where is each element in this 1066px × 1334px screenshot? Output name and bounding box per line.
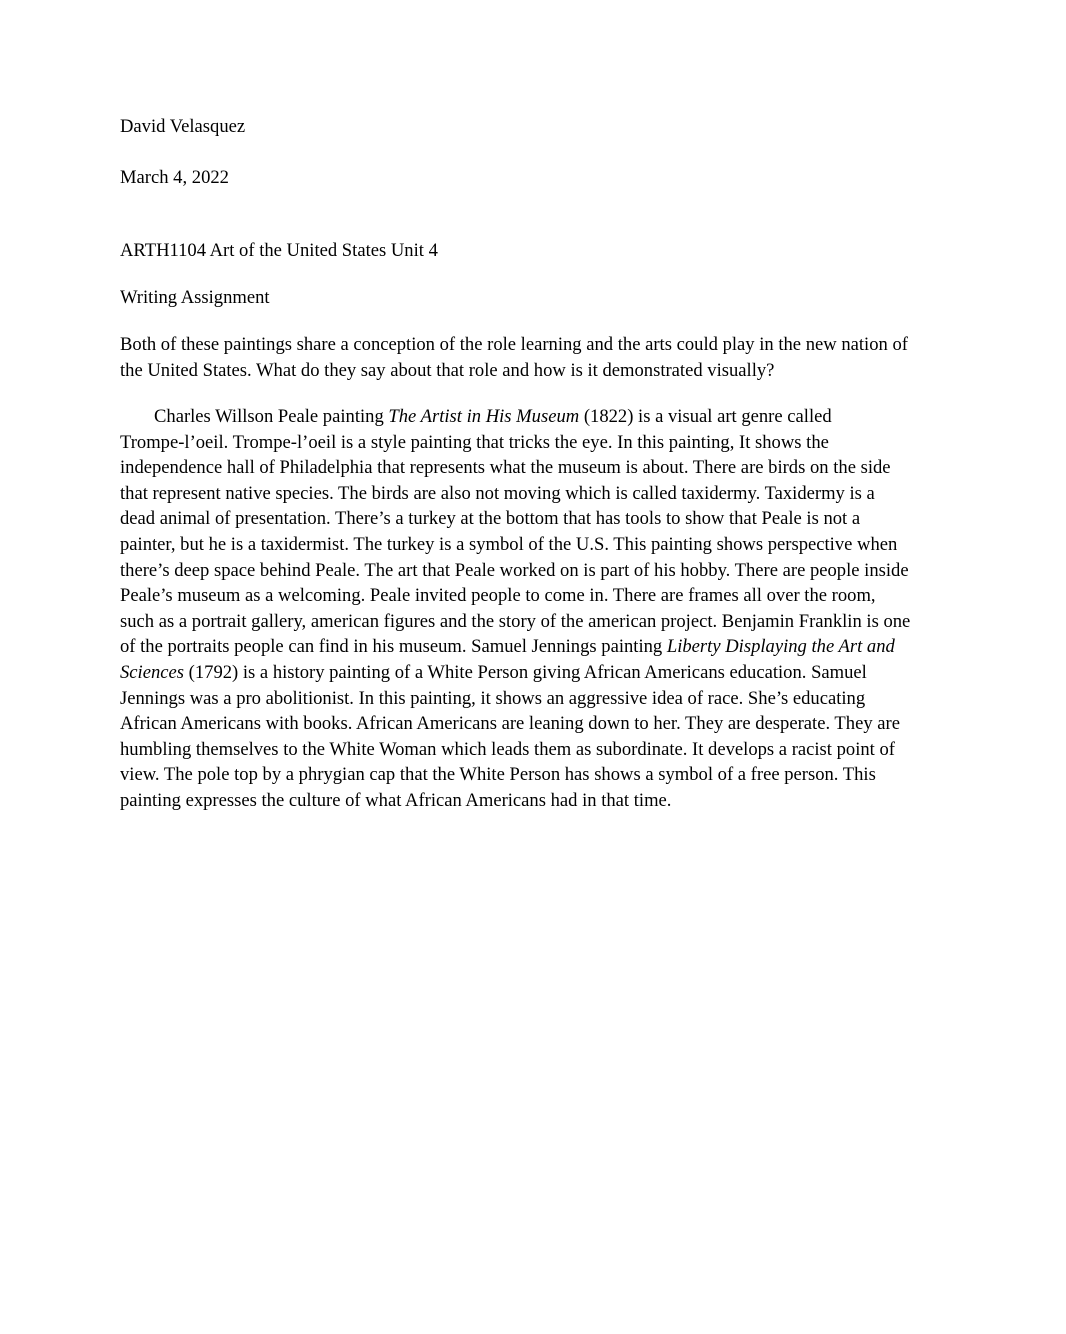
essay-line: painter, but he is a taxidermist. The turkey is a symbol of the U.S. This painting shows perspective when [120, 533, 898, 555]
assignment-title: Writing Assignment [120, 287, 270, 308]
essay-text: Charles Willson Peale painting [154, 406, 389, 427]
essay-line: Jennings was a pro abolitionist. In this painting, it shows an aggressive idea of race. She’s educating [120, 687, 866, 709]
essay-line [120, 660, 952, 686]
essay-line: view. The pole top by a phrygian cap that the White Person has shows a symbol of a free person. This [120, 764, 876, 786]
course-line: ARTH1104 Art of the United States Unit 4 [120, 240, 438, 261]
essay-line: painting expresses the culture of what African Americans had in that time. [120, 789, 672, 811]
essay-line: that represent native species. The birds are also not moving which is called taxidermy. Taxidermy is a [120, 482, 875, 504]
essay-line: such as a portrait gallery, american figures and the story of the american project. Benjamin Franklin is one [120, 610, 911, 632]
prompt-paragraph [120, 332, 952, 383]
painting-title: Sciences [120, 661, 185, 683]
painting-title: The Artist in His Museum [388, 406, 580, 427]
essay-line: independence hall of Philadelphia that represents what the museum is about. There are birds on the side [120, 457, 891, 479]
essay-line: Trompe-l’oeil. Trompe-l’oeil is a style painting that tricks the eye. In this painting, It shows the [120, 431, 829, 453]
essay-text: (1822) is a visual art genre called [579, 406, 832, 427]
essay-text: (1792) is a history painting of a White Person giving African Americans education. Samuel [184, 661, 867, 683]
essay-line [120, 634, 952, 660]
prompt-line: the United States. What do they say about that role and how is it demonstrated visually? [120, 359, 775, 381]
essay-line: dead animal of presentation. There’s a turkey at the bottom that has tools to show that Peale is not a [120, 508, 861, 530]
date-line: March 4, 2022 [120, 167, 229, 188]
essay-line: Peale’s museum as a welcoming. Peale invited people to come in. There are frames all over the room, [120, 585, 876, 607]
author-name: David Velasquez [120, 116, 246, 137]
painting-title: Liberty Displaying the Art and [666, 636, 895, 658]
essay-paragraph [120, 404, 952, 814]
essay-text: of the portraits people can find in his museum. Samuel Jennings painting [120, 636, 667, 658]
essay-line [120, 404, 952, 430]
essay-line: humbling themselves to the White Woman which leads them as subordinate. It develops a racist point of [120, 738, 895, 760]
essay-line: African Americans with books. African Americans are leaning down to her. They are desperate. They are [120, 713, 900, 735]
prompt-line: Both of these paintings share a conception of the role learning and the arts could play in the new nation of [120, 334, 908, 355]
essay-line: there’s deep space behind Peale. The art that Peale worked on is part of his hobby. There are people inside [120, 559, 909, 581]
